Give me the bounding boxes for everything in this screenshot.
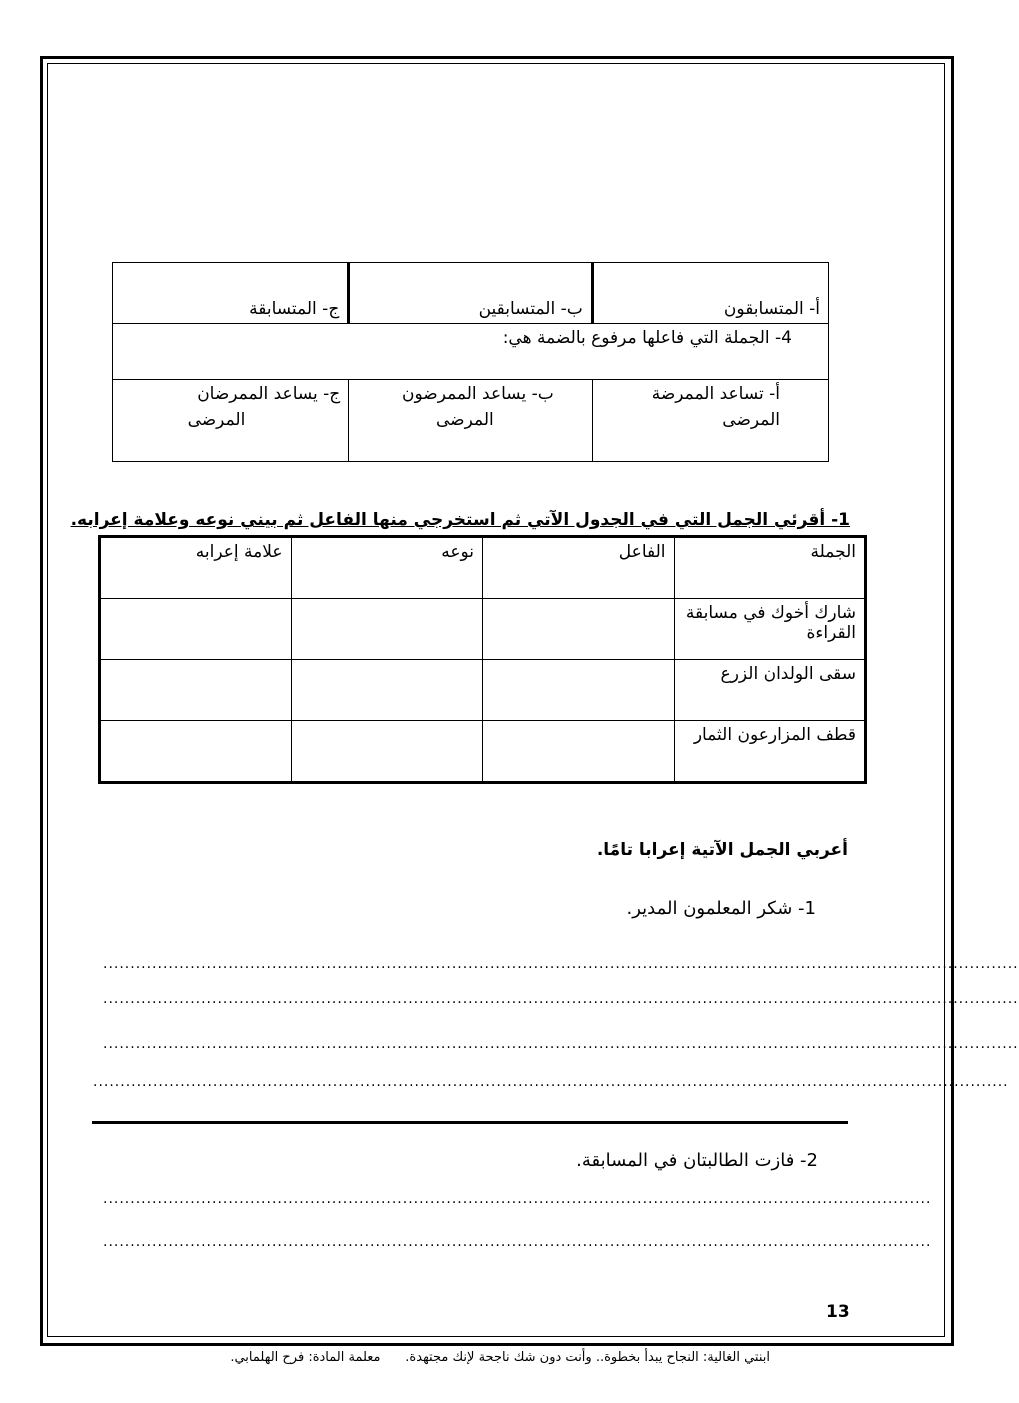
- option-text: أ- تساعد الممرضة: [651, 384, 780, 404]
- answer-cell[interactable]: [100, 721, 292, 783]
- answer-line[interactable]: ........................................................................................................................................................................: [103, 1036, 1019, 1052]
- divider: [92, 1121, 848, 1124]
- q4-question: 4- الجملة التي فاعلها مرفوع بالضمة هي:: [113, 324, 829, 380]
- q4-option-b: [349, 380, 592, 462]
- sentence-2: 2- فازت الطالبتان في المسابقة.: [576, 1150, 818, 1171]
- sentence-cell: شارك أخوك في مسابقة القراءة: [674, 599, 866, 660]
- answer-cell[interactable]: [483, 721, 675, 783]
- exercise2-instruction: أعربي الجمل الآتية إعرابا تامًا.: [596, 840, 848, 860]
- table-row: [100, 721, 866, 783]
- q3-option-b: ب- المتسابقين: [349, 263, 592, 324]
- answer-cell[interactable]: [100, 660, 292, 721]
- footer-note: ابنتي الغالية: النجاح يبدأ بخطوة.. وأنت دون شك ناجحة لإنك مجتهدة. معلمة المادة: فرح الهلمابي.: [230, 1350, 770, 1365]
- answer-line[interactable]: ........................................................................................................................................................................: [93, 1074, 1009, 1090]
- questions-table: [112, 262, 829, 462]
- answer-cell[interactable]: [291, 599, 483, 660]
- answer-line[interactable]: ........................................................................................................................................................................: [103, 956, 1019, 972]
- table-row: [100, 660, 866, 721]
- answer-line[interactable]: ........................................................................................................................................................: [103, 1191, 932, 1207]
- answer-cell[interactable]: [483, 660, 675, 721]
- q3-option-c: ج- المتسابقة: [113, 263, 349, 324]
- header-sentence: الجملة: [674, 537, 866, 599]
- q3-option-a: أ- المتسابقون: [592, 263, 828, 324]
- page-number: 13: [826, 1302, 850, 1322]
- table-row: [100, 599, 866, 660]
- answer-line[interactable]: ........................................................................................................................................................: [103, 1234, 932, 1250]
- sentence-cell: سقى الولدان الزرع: [674, 660, 866, 721]
- header-subject: الفاعل: [483, 537, 675, 599]
- answer-cell[interactable]: [100, 599, 292, 660]
- header-type: نوعه: [291, 537, 483, 599]
- exercise1-instruction: 1- أقرئي الجمل التي في الجدول الآتي ثم استخرجي منها الفاعل ثم بيني نوعه وعلامة إعرابه.: [70, 510, 850, 530]
- option-text: ب- يساعد الممرضون: [402, 384, 554, 404]
- option-text: المرضى: [722, 410, 780, 430]
- option-text: المرضى: [187, 410, 246, 430]
- answer-line[interactable]: ........................................................................................................................................................................: [103, 991, 1019, 1007]
- q4-option-a: [592, 380, 828, 462]
- header-marker: علامة إعرابه: [100, 537, 292, 599]
- fa3il-table: [98, 535, 867, 784]
- answer-cell[interactable]: [291, 721, 483, 783]
- sentence-cell: قطف المزارعون الثمار: [674, 721, 866, 783]
- answer-cell[interactable]: [483, 599, 675, 660]
- option-text: ج- يساعد الممرضان: [197, 384, 341, 404]
- q4-option-c: [113, 380, 349, 462]
- option-text: المرضى: [436, 410, 494, 430]
- sentence-1: 1- شكر المعلمون المدير.: [626, 898, 816, 919]
- answer-cell[interactable]: [291, 660, 483, 721]
